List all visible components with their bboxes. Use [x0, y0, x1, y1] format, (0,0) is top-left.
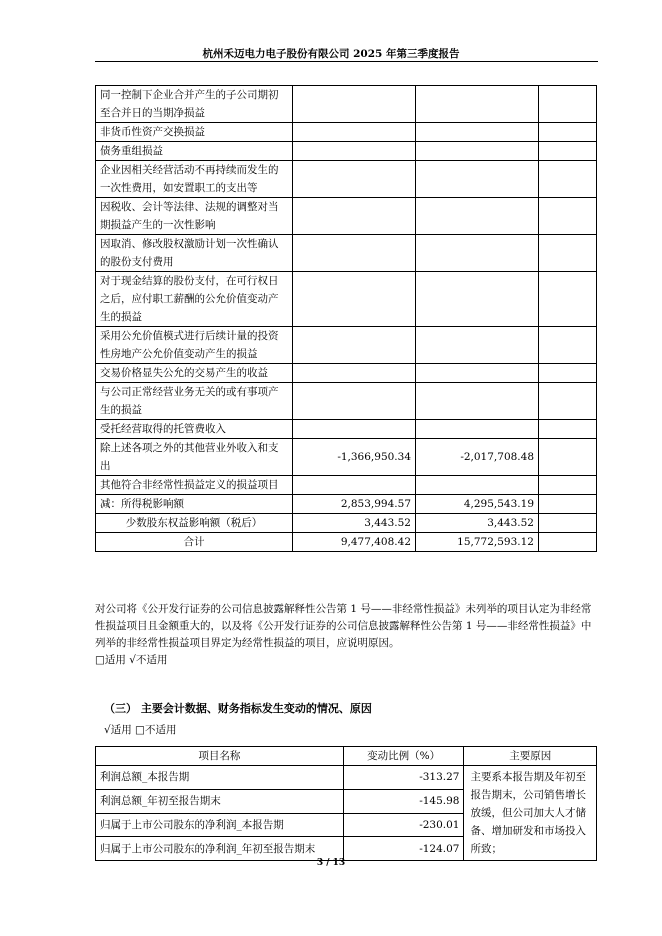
item-name: 利润总额_本报告期: [96, 766, 344, 790]
header-divider: [95, 61, 598, 62]
report-header: 杭州禾迈电力电子股份有限公司 2025 年第三季度报告: [202, 48, 460, 60]
current-period-value: [293, 383, 416, 420]
ytd-value: [416, 86, 539, 123]
current-period-value: 9,477,408.42: [293, 533, 416, 552]
note-cell: [539, 123, 597, 142]
note-cell: [539, 327, 597, 364]
row-label: 同一控制下企业合并产生的子公司期初至合并日的当期净损益: [96, 86, 293, 123]
current-period-value: [293, 272, 416, 327]
header-item-name: 项目名称: [96, 747, 344, 766]
change-reasons-table: [95, 746, 597, 861]
ytd-value: [416, 364, 539, 383]
change-ratio: -124.07: [343, 837, 464, 861]
note-paragraph: 对公司将《公开发行证券的公司信息披露解释性公告第 1 号——非经常性损益》未列举的项目认定为非经常性损益项目且金额重大的，以及将《公开发行证券的公司信息披露解释性公告第 1 号——非经常性损益》中列举的非经常性损益项目界定为经常性损益的项目，应说明原因。: [95, 603, 592, 649]
table-row: [96, 766, 597, 790]
item-name: 归属于上市公司股东的净利润_本报告期: [96, 813, 344, 837]
row-label: 合计: [96, 533, 293, 552]
non-recurring-items-table: [95, 85, 597, 552]
row-label: 其他符合非经常性损益定义的损益项目: [96, 476, 293, 495]
ytd-value: 4,295,543.19: [416, 495, 539, 514]
note-cell: [539, 476, 597, 495]
row-label: 除上述各项之外的其他营业外收入和支出: [96, 439, 293, 476]
table-row: [96, 495, 597, 514]
current-period-value: [293, 235, 416, 272]
table-row: [96, 383, 597, 420]
section-title: （三） 主要会计数据、财务指标发生变动的情况、原因: [104, 702, 372, 715]
row-label: 少数股东权益影响额（税后）: [96, 514, 293, 533]
row-label: 非货币性资产交换损益: [96, 123, 293, 142]
current-period-value: [293, 198, 416, 235]
table-row: [96, 272, 597, 327]
item-name: 归属于上市公司股东的净利润_年初至报告期末: [96, 837, 344, 861]
ytd-value: -2,017,708.48: [416, 439, 539, 476]
note-cell: [539, 495, 597, 514]
note-cell: [539, 383, 597, 420]
ytd-value: [416, 198, 539, 235]
table-row: [96, 420, 597, 439]
table-row: [96, 161, 597, 198]
current-period-value: -1,366,950.34: [293, 439, 416, 476]
page-number: 3 / 13: [316, 858, 346, 868]
ytd-value: [416, 420, 539, 439]
note-cell: [539, 161, 597, 198]
note-applicability: □适用 √不适用: [95, 654, 168, 666]
current-period-value: [293, 327, 416, 364]
current-period-value: [293, 142, 416, 161]
table-row: [96, 439, 597, 476]
note-cell: [539, 439, 597, 476]
header-change-ratio: 变动比例（%）: [343, 747, 464, 766]
row-label: 减：所得税影响额: [96, 495, 293, 514]
ytd-value: [416, 161, 539, 198]
table-row: [96, 514, 597, 533]
row-label: 债务重组损益: [96, 142, 293, 161]
note-cell: [539, 235, 597, 272]
row-label: 因取消、修改股权激励计划一次性确认的股份支付费用: [96, 235, 293, 272]
change-ratio: -230.01: [343, 813, 464, 837]
note-cell: [539, 272, 597, 327]
table-row: [96, 123, 597, 142]
item-name: 利润总额_年初至报告期末: [96, 789, 344, 813]
note-cell: [539, 86, 597, 123]
table-row: [96, 533, 597, 552]
row-label: 因税收、会计等法律、法规的调整对当期损益产生的一次性影响: [96, 198, 293, 235]
section-applicability: √适用 □不适用: [104, 724, 177, 736]
current-period-value: [293, 86, 416, 123]
main-reason: 主要系本报告期及年初至报告期末，公司销售增长放缓，但公司加大人才储备、增加研发和市场投入所致；: [464, 766, 597, 861]
ytd-value: 3,443.52: [416, 514, 539, 533]
table-row: [96, 142, 597, 161]
ytd-value: [416, 327, 539, 364]
row-label: 与公司正常经营业务无关的或有事项产生的损益: [96, 383, 293, 420]
table-row: [96, 235, 597, 272]
table-row: [96, 327, 597, 364]
table-row: [96, 198, 597, 235]
ytd-value: [416, 123, 539, 142]
ytd-value: [416, 383, 539, 420]
table-header-row: [96, 747, 597, 766]
current-period-value: [293, 476, 416, 495]
ytd-value: [416, 235, 539, 272]
row-label: 受托经营取得的托管费收入: [96, 420, 293, 439]
current-period-value: 3,443.52: [293, 514, 416, 533]
current-period-value: [293, 161, 416, 198]
header-main-reason: 主要原因: [464, 747, 597, 766]
ytd-value: [416, 142, 539, 161]
current-period-value: 2,853,994.57: [293, 495, 416, 514]
ytd-value: 15,772,593.12: [416, 533, 539, 552]
current-period-value: [293, 364, 416, 383]
row-label: 采用公允价值模式进行后续计量的投资性房地产公允价值变动产生的损益: [96, 327, 293, 364]
current-period-value: [293, 420, 416, 439]
note-cell: [539, 142, 597, 161]
row-label: 对于现金结算的股份支付，在可行权日之后，应付职工薪酬的公允价值变动产生的损益: [96, 272, 293, 327]
current-period-value: [293, 123, 416, 142]
note-cell: [539, 420, 597, 439]
table-row: [96, 86, 597, 123]
row-label: 企业因相关经营活动不再持续而发生的一次性费用，如安置职工的支出等: [96, 161, 293, 198]
ytd-value: [416, 476, 539, 495]
change-ratio: -313.27: [343, 766, 464, 790]
table-row: [96, 476, 597, 495]
ytd-value: [416, 272, 539, 327]
note-cell: [539, 198, 597, 235]
change-ratio: -145.98: [343, 789, 464, 813]
note-cell: [539, 514, 597, 533]
table-row: [96, 364, 597, 383]
row-label: 交易价格显失公允的交易产生的收益: [96, 364, 293, 383]
note-cell: [539, 533, 597, 552]
note-cell: [539, 364, 597, 383]
